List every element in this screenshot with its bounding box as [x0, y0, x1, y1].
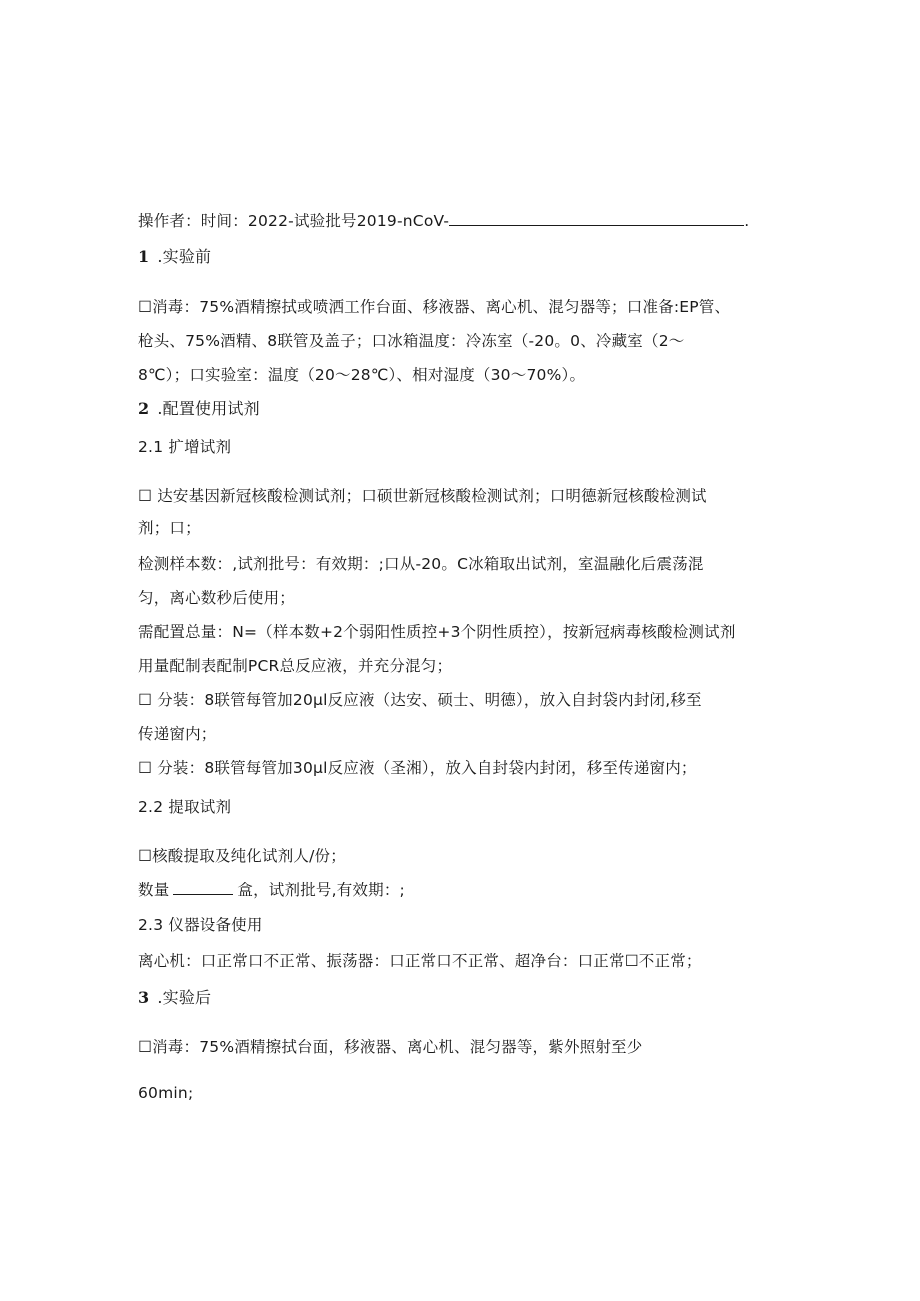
- batch-number-blank: [449, 209, 744, 226]
- subsection-2-3-heading: 2.3 仪器设备使用: [138, 916, 263, 934]
- subsection-2-2-heading: 2.2 提取试剂: [138, 798, 232, 816]
- paragraph-line: 枪头、75%酒精、8联管及盖子；口冰箱温度：冷冻室（-20。0、冷藏室（2～: [138, 332, 685, 350]
- header-text: 操作者：时间：2022-试验批号2019-nCoV-: [138, 212, 450, 230]
- paragraph-line: 用量配制表配制PCR总反应液，并充分混匀；: [138, 657, 453, 675]
- section-number: 2: [138, 399, 150, 418]
- quantity-blank: [173, 880, 233, 895]
- paragraph-line: 8℃）；口实验室：温度（20～28℃）、相对湿度（30～70%）。: [138, 366, 586, 384]
- header-line: [138, 209, 749, 232]
- section-number: 3: [138, 988, 150, 1007]
- paragraph-line: 离心机：口正常口不正常、振荡器：口正常口不正常、超净台：口正常☐不正常；: [138, 952, 702, 970]
- quantity-label: 数量: [138, 881, 170, 899]
- paragraph-line: 需配置总量：N=（样本数+2个弱阳性质控+3个阴性质控），按新冠病毒核酸检测试剂: [138, 623, 736, 641]
- paragraph-line: ☐ 达安基因新冠核酸检测试剂；口硕世新冠核酸检测试剂；口明德新冠核酸检测试: [138, 487, 707, 505]
- paragraph-line: ☐核酸提取及纯化试剂人/份；: [138, 847, 346, 865]
- section-title: .实验前: [157, 247, 212, 266]
- paragraph-line: ☐ 分装：8联管每管加30μl反应液（圣湘），放入自封袋内封闭，移至传递窗内；: [138, 759, 697, 777]
- section-3-heading: [138, 987, 211, 1009]
- section-title: .配置使用试剂: [157, 399, 260, 418]
- quantity-line: [138, 879, 405, 901]
- paragraph-line: 剂；口；: [138, 519, 201, 537]
- header-end: .: [744, 212, 750, 230]
- section-title: .实验后: [157, 988, 212, 1007]
- subsection-2-1-heading: 2.1 扩增试剂: [138, 438, 232, 456]
- quantity-rest: 盒，试剂批号,有效期：;: [237, 881, 405, 899]
- paragraph-line: 检测样本数：,试剂批号：有效期：;口从-20。C冰箱取出试剂，室温融化后震荡混: [138, 555, 704, 573]
- paragraph-line: ☐消毒：75%酒精擦拭或喷洒工作台面、移液器、离心机、混匀器等；口准备:EP管、: [138, 298, 731, 316]
- section-2-heading: [138, 398, 260, 420]
- paragraph-line: ☐ 分装：8联管每管加20μl反应液（达安、硕士、明德），放入自封袋内封闭,移至: [138, 691, 702, 709]
- section-number: 1: [138, 247, 150, 266]
- paragraph-line: ☐消毒：75%酒精擦拭台面，移液器、离心机、混匀器等，紫外照射至少: [138, 1038, 643, 1056]
- paragraph-line: 60min;: [138, 1084, 194, 1102]
- section-1-heading: [138, 246, 211, 268]
- paragraph-line: 匀，离心数秒后使用；: [138, 589, 296, 607]
- paragraph-line: 传递窗内；: [138, 725, 217, 743]
